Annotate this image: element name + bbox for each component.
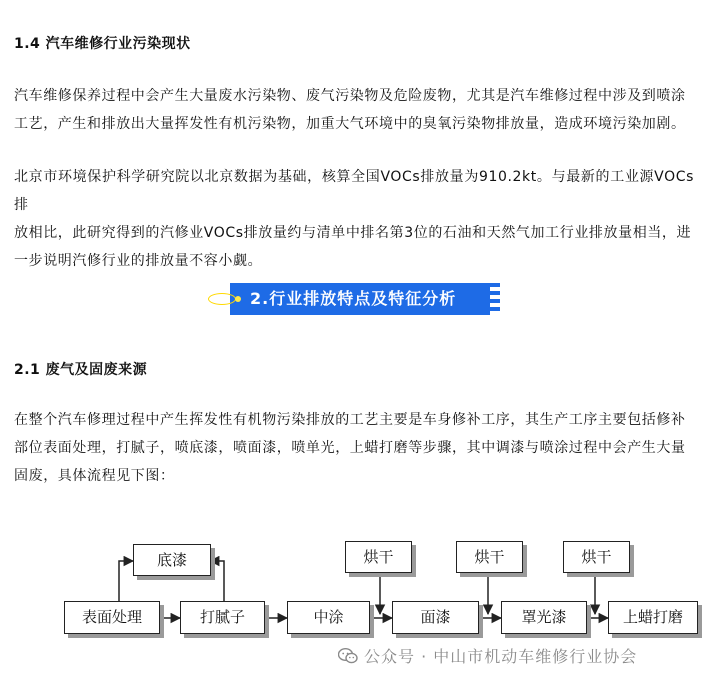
flow-box-mid-coat: 中涂	[287, 601, 370, 634]
text-line: 在整个汽车修理过程中产生挥发性有机物污染排放的工艺主要是车身修补工序，其生产工序主要包括修补	[14, 412, 686, 428]
flow-box-clear-coat: 罩光漆	[501, 601, 587, 634]
flow-box-top-coat: 面漆	[392, 601, 479, 634]
flow-box-dry-3: 烘干	[563, 541, 630, 573]
arrow-putty-to-undercoat	[210, 561, 224, 601]
arrow-surface-to-undercoat	[119, 561, 133, 601]
watermark	[338, 644, 637, 667]
text-line: 固废，具体流程见下图：	[14, 468, 175, 484]
flow-box-undercoat: 底漆	[133, 544, 211, 576]
text-line: 工艺，产生和排放出大量挥发性有机污染物，加重大气环境中的臭氧污染物排放量，造成环境污染加剧。	[14, 116, 686, 132]
text-line: 一步说明汽修行业的排放量不容小觑。	[14, 253, 263, 269]
text-line: 放相比，此研究得到的汽修业VOCs排放量约与清单中排名第3位的石油和天然气加工行业排放量相当，进	[14, 225, 692, 241]
flow-box-wax-polish: 上蜡打磨	[608, 601, 698, 634]
section-heading-2-1: 2.1 废气及固废来源	[14, 362, 148, 378]
banner-title: 2.行业排放特点及特征分析	[230, 283, 492, 315]
text-line: 部位表面处理，打腻子，喷底漆，喷面漆，喷单光，上蜡打磨等步骤，其中调漆与喷涂过程中会产生大量	[14, 440, 686, 456]
section-heading-1-4: 1.4 汽车维修行业污染现状	[14, 36, 191, 52]
flow-box-dry-2: 烘干	[456, 541, 523, 573]
flow-box-putty: 打腻子	[180, 601, 265, 634]
watermark-text: 公众号 · 中山市机动车维修行业协会	[364, 647, 638, 666]
flow-box-surface-treatment: 表面处理	[64, 601, 160, 634]
text-line: 北京市环境保护科学研究院以北京数据为基础，核算全国VOCs排放量为910.2kt。与最新的工业源VOCs排	[14, 169, 694, 213]
flow-box-dry-1: 烘干	[345, 541, 412, 573]
text-line: 汽车维修保养过程中会产生大量废水污染物、废气污染物及危险废物，尤其是汽车维修过程中涉及到喷涂	[14, 88, 686, 104]
wechat-icon	[338, 648, 358, 664]
